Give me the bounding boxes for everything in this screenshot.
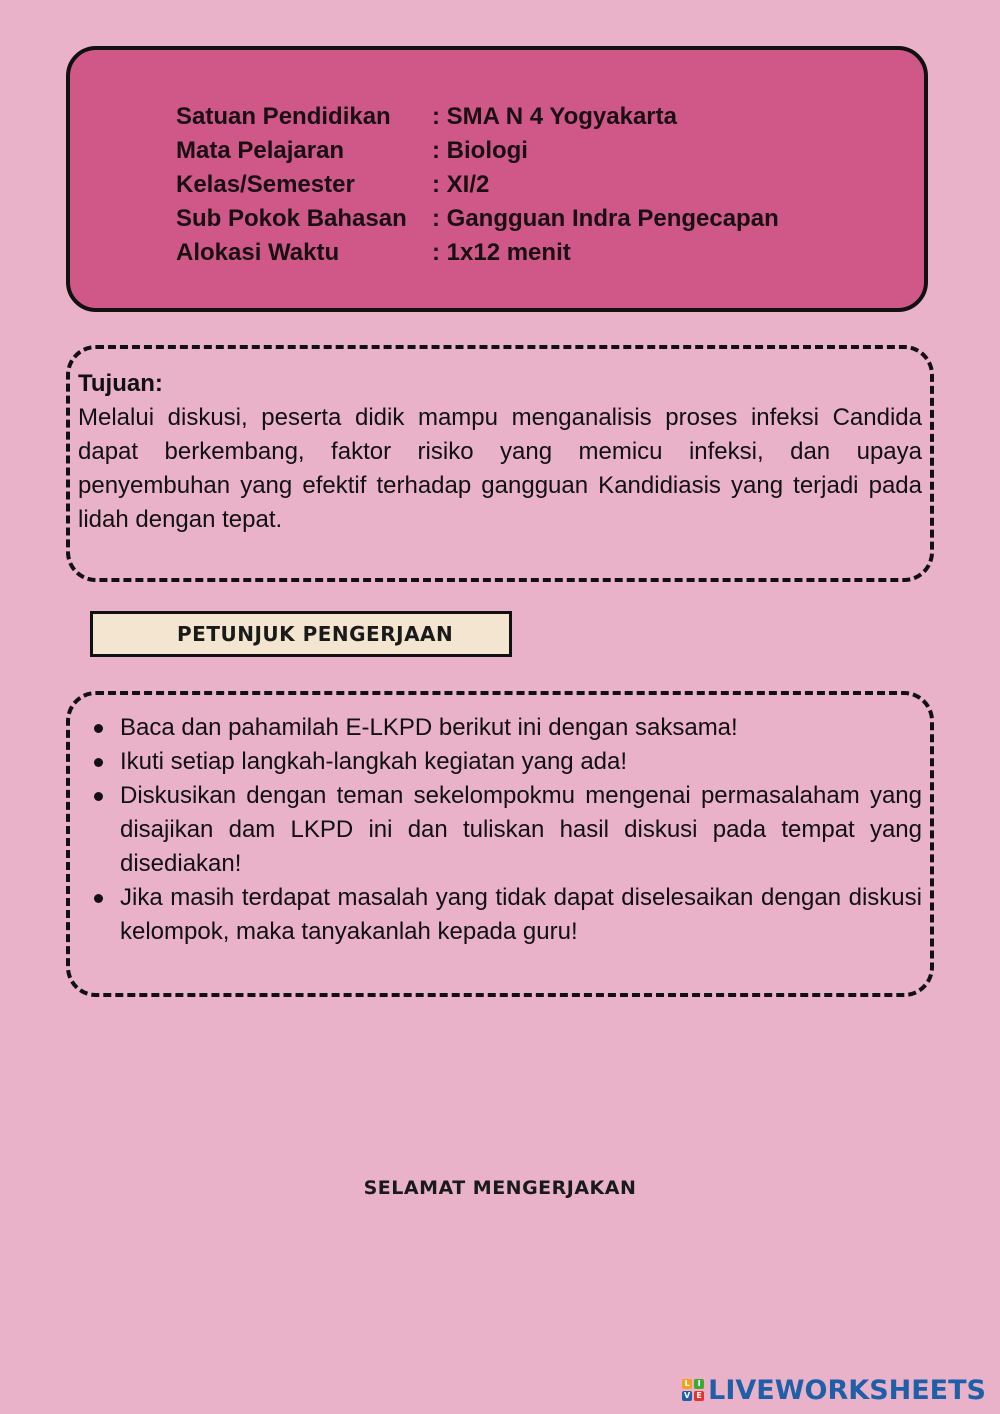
logo-letter-e: E <box>694 1391 704 1401</box>
list-item: Diskusikan dengan teman sekelompokmu mengenai permasalaham yang disajikan dam LKPD ini dan tuliskan hasil diskusi pada tempat yang disediakan! <box>120 779 922 881</box>
info-value-satuan: : SMA N 4 Yogyakarta <box>432 103 677 130</box>
logo-letter-l: L <box>682 1379 692 1389</box>
liveworksheets-logo-text: LIVEWORKSHEETS <box>708 1374 986 1406</box>
logo-letter-v: V <box>684 1391 691 1400</box>
logo-letter-i: I <box>694 1379 704 1389</box>
info-value-kelas: : XI/2 <box>432 171 490 198</box>
info-table <box>176 100 779 270</box>
info-row <box>176 100 779 134</box>
info-label-kelas: Kelas/Semester <box>176 171 355 198</box>
petunjuk-box <box>66 691 934 997</box>
info-row <box>176 202 779 236</box>
info-row <box>176 168 779 202</box>
info-value-alokasi: : 1x12 menit <box>432 239 571 266</box>
info-label-mapel: Mata Pelajaran <box>176 137 345 164</box>
info-label-alokasi: Alokasi Waktu <box>176 239 340 266</box>
tujuan-box <box>66 345 934 582</box>
closing-text: SELAMAT MENGERJAKAN <box>363 1177 637 1199</box>
list-item: Baca dan pahamilah E-LKPD berikut ini dengan saksama! <box>120 711 922 745</box>
info-label-subpokok: Sub Pokok Bahasan <box>176 205 407 232</box>
list-item: Ikuti setiap langkah-langkah kegiatan yang ada! <box>120 745 922 779</box>
header-info-box <box>66 46 928 312</box>
tujuan-title: Tujuan: <box>78 370 163 397</box>
liveworksheets-logo[interactable] <box>682 1374 986 1406</box>
liveworksheets-logo-icon <box>682 1379 704 1401</box>
info-value-subpokok: : Gangguan Indra Pengecapan <box>432 205 779 232</box>
info-row <box>176 236 779 270</box>
info-row <box>176 134 779 168</box>
list-item: Jika masih terdapat masalah yang tidak dapat diselesaikan dengan diskusi kelompok, maka tanyakanlah kepada guru! <box>120 881 922 949</box>
info-label-satuan: Satuan Pendidikan <box>176 103 391 130</box>
petunjuk-list <box>78 711 922 949</box>
petunjuk-label: PETUNJUK PENGERJAAN <box>90 611 512 657</box>
info-value-mapel: : Biologi <box>432 137 528 164</box>
tujuan-text: Melalui diskusi, peserta didik mampu menganalisis proses infeksi Candida dapat berkembang, faktor risiko yang memicu infeksi, dan upaya penyembuhan yang efektif terhadap gangguan Kandidiasis yang terjadi pada lidah dengan tepat. <box>78 404 922 533</box>
